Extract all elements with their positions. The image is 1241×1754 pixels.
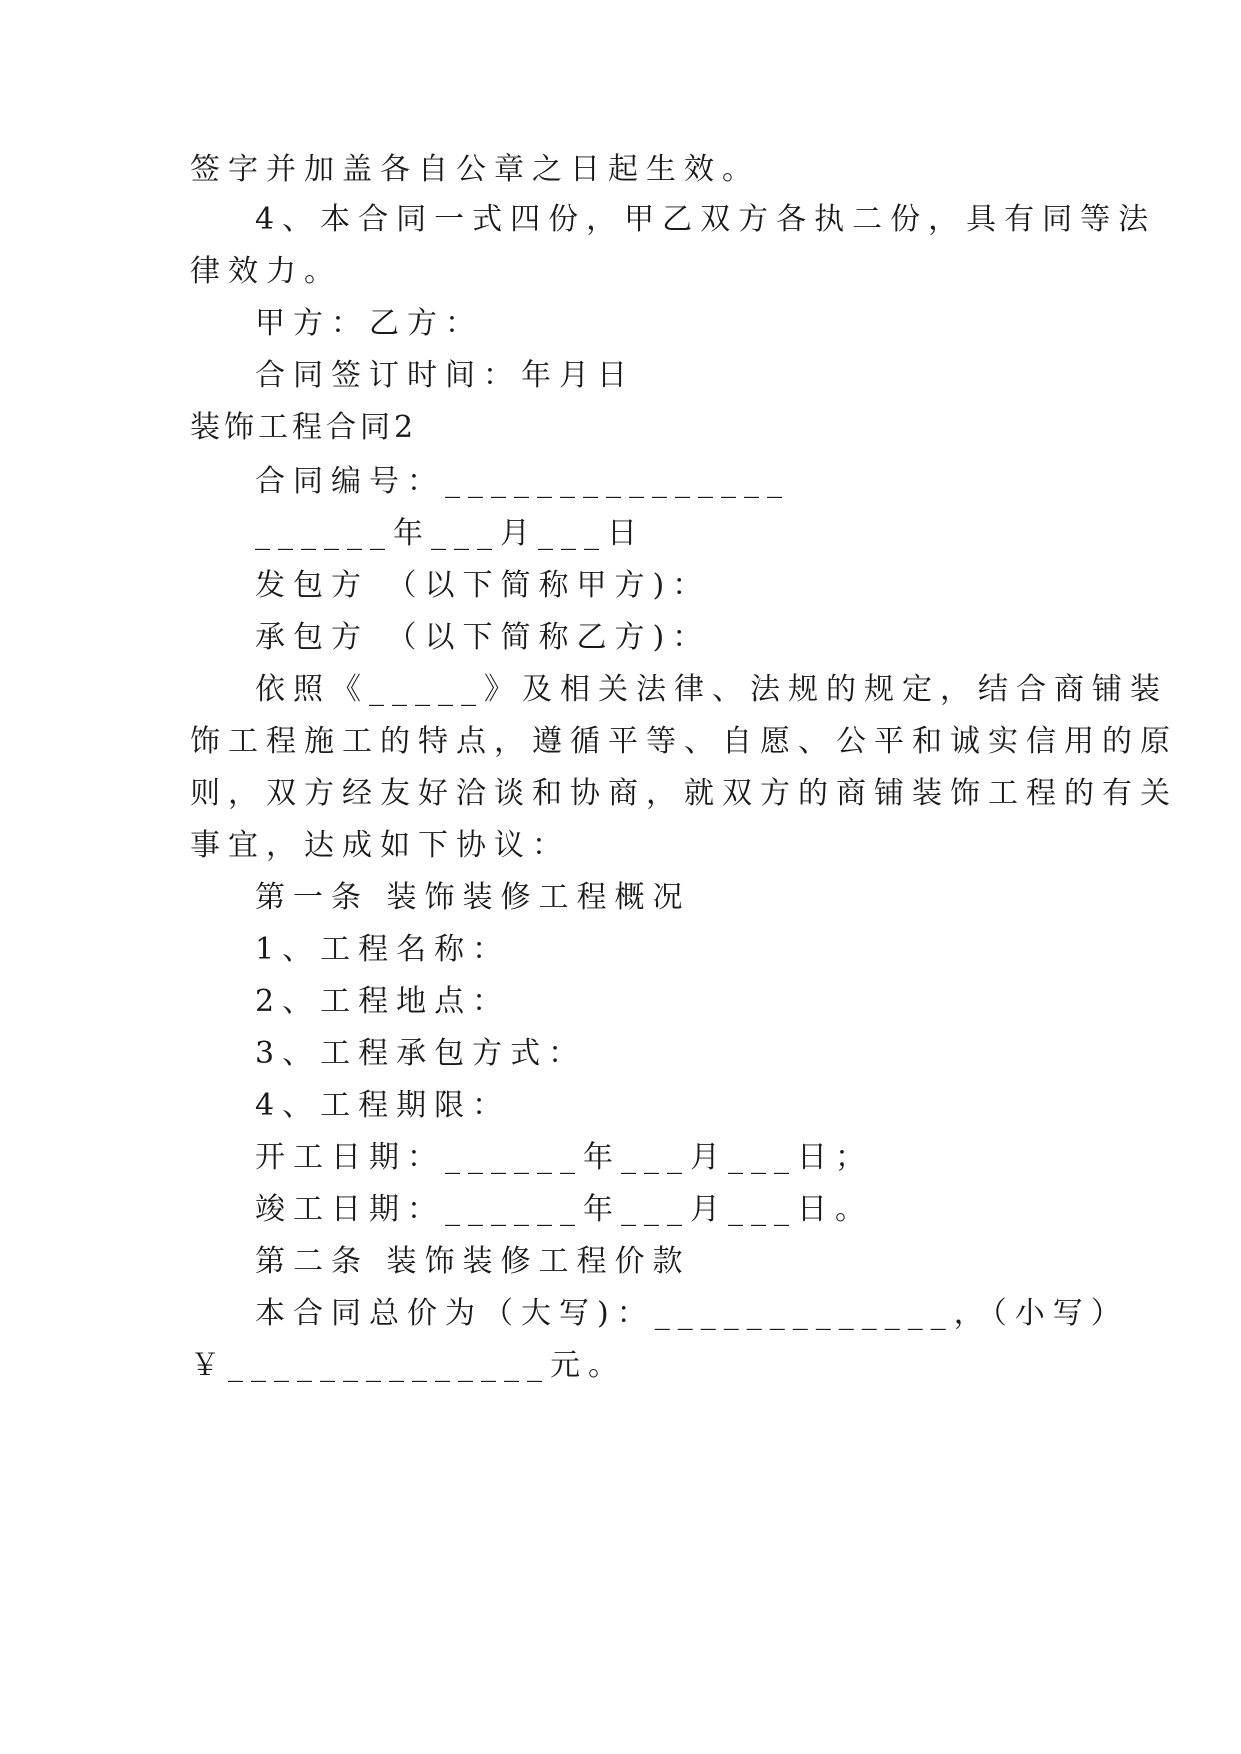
article-heading: 第一条 装饰装修工程概况: [255, 880, 691, 915]
text-line: 依照《_____》及相关法律、法规的规定，结合商铺装: [255, 672, 1168, 707]
total-price: 本合同总价为（大写)：_____________，（小写）: [255, 1296, 1129, 1331]
text-line: 4、本合同一式四份，甲乙双方各执二份，具有同等法: [255, 202, 1157, 237]
list-item: 3、工程承包方式：: [255, 1036, 587, 1071]
text-line: 律效力。: [190, 254, 342, 289]
contract-date: ______年___月___日: [255, 516, 645, 551]
text-line: 签字并加盖各自公章之日起生效。: [190, 152, 760, 187]
completion-date: 竣工日期：______年___月___日。: [255, 1192, 873, 1227]
text-line: 事宜，达成如下协议：: [190, 828, 570, 863]
list-item: 1、工程名称：: [255, 932, 511, 967]
contract-number: 合同编号：_______________: [255, 464, 790, 499]
list-item: 4、工程期限：: [255, 1088, 511, 1123]
signing-date: 合同签订时间：年月日: [255, 358, 635, 393]
total-price-amount: ￥______________元。: [190, 1348, 626, 1383]
start-date: 开工日期：______年___月___日；: [255, 1140, 873, 1175]
text-line: 则，双方经友好洽谈和协商，就双方的商铺装饰工程的有关: [190, 776, 1178, 811]
signature-parties: 甲方：乙方：: [255, 306, 483, 341]
article-heading: 第二条 装饰装修工程价款: [255, 1244, 691, 1279]
section-title: 装饰工程合同2: [190, 410, 418, 445]
list-item: 2、工程地点：: [255, 984, 511, 1019]
text-line: 饰工程施工的特点，遵循平等、自愿、公平和诚实信用的原: [190, 724, 1178, 759]
party-a: 发包方 （以下简称甲方)：: [255, 568, 711, 603]
party-b: 承包方 （以下简称乙方)：: [255, 620, 711, 655]
